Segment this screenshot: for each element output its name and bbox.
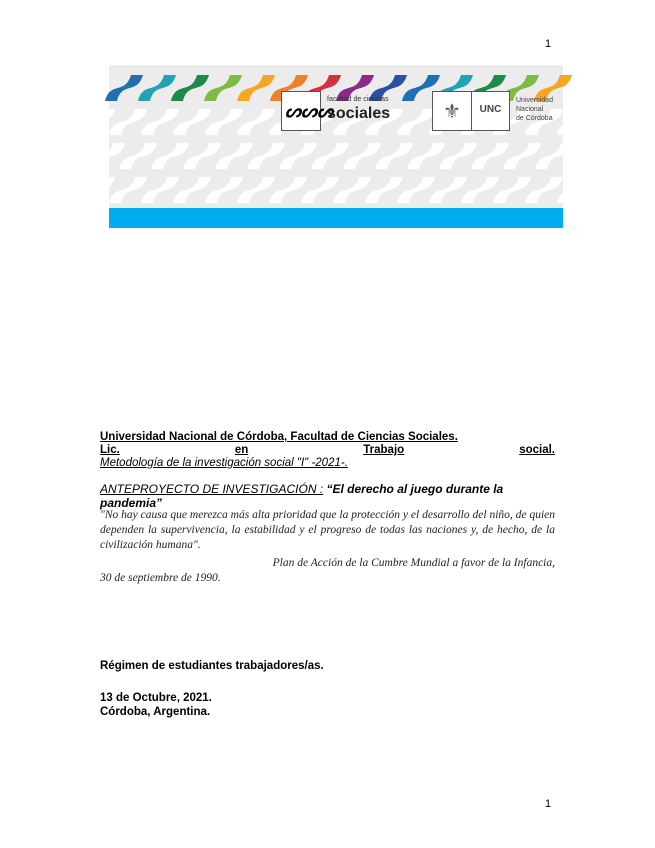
background-wave [343,143,381,169]
color-wave [171,75,209,101]
course-line: Metodología de la investigación social "I" -2021-. [100,457,348,469]
unc-label: UNC [479,104,502,115]
background-wave [589,177,627,203]
background-wave [567,143,605,169]
background-wave [151,143,189,169]
background-wave [87,143,125,169]
background-wave [589,109,627,135]
background-wave [429,177,467,203]
header-banner [109,65,563,228]
degree-line: Lic. en Trabajo social. [100,444,555,456]
university-line: Universidad Nacional de Córdoba, Facultad de Ciencias Sociales. [100,431,458,443]
background-wave [77,177,115,203]
color-wave [204,75,242,101]
background-wave [397,109,435,135]
background-wave [269,177,307,203]
background-wave [77,109,115,135]
document-place: Córdoba, Argentina. [100,706,211,718]
faculty-logo-small: facultad de ciencias [327,96,389,103]
background-wave [301,177,339,203]
background-wave [205,177,243,203]
banner-blue-bar [109,208,563,228]
background-wave [397,177,435,203]
background-wave [493,177,531,203]
student-regime: Régimen de estudiantes trabajadores/as. [100,660,324,672]
background-wave [109,177,147,203]
epigraph-quote: "No hay causa que merezca más alta prioridad que la protección y el desarrollo del niño, de quien dependen la supervivencia, la estabilidad y el progreso de todas las naciones y, de hecho, de la civilización humana". [100,509,555,551]
background-wave [205,109,243,135]
page-number-top: 1 [545,38,552,50]
svg-text:ᔕᔕᔕ: ᔕᔕᔕ [285,101,334,121]
background-wave [503,143,541,169]
background-wave [471,143,509,169]
color-wave [138,75,176,101]
background-wave [557,177,595,203]
color-wave [105,75,143,101]
background-wave [599,143,637,169]
project-label: ANTEPROYECTO DE INVESTIGACIÓN : [100,482,324,496]
unc-text: Universidad Nacional de Córdoba [516,97,553,122]
faculty-logo-icon [281,91,334,131]
project-heading [100,482,555,510]
background-wave [311,143,349,169]
background-wave [173,109,211,135]
background-wave [557,109,595,135]
background-wave [439,143,477,169]
background-wave [525,177,563,203]
background-wave [237,109,275,135]
color-wave [237,75,275,101]
background-wave [535,143,573,169]
background-wave [365,177,403,203]
faculty-logo-big: sociales [327,105,391,122]
background-wave [375,143,413,169]
background-wave [461,177,499,203]
background-wave [183,143,221,169]
unc-logo [432,91,510,131]
quote-source: Plan de Acción de la Cumbre Mundial a favor de la Infancia, [272,557,555,569]
background-wave [141,109,179,135]
background-wave [215,143,253,169]
background-wave [279,143,317,169]
document-date: 13 de Octubre, 2021. [100,692,212,704]
page-number-bottom: 1 [545,798,552,810]
background-wave [237,177,275,203]
background-wave [119,143,157,169]
background-wave [247,143,285,169]
background-wave [109,109,147,135]
background-wave [173,177,211,203]
wave-pattern [109,65,563,228]
background-wave [407,143,445,169]
unc-seal-icon: ⚜ [433,92,472,130]
background-wave [333,177,371,203]
quote-date: 30 de septiembre de 1990. [100,572,221,584]
background-wave [141,177,179,203]
project-title: “El derecho al juego durante la pandemia” [100,482,504,510]
